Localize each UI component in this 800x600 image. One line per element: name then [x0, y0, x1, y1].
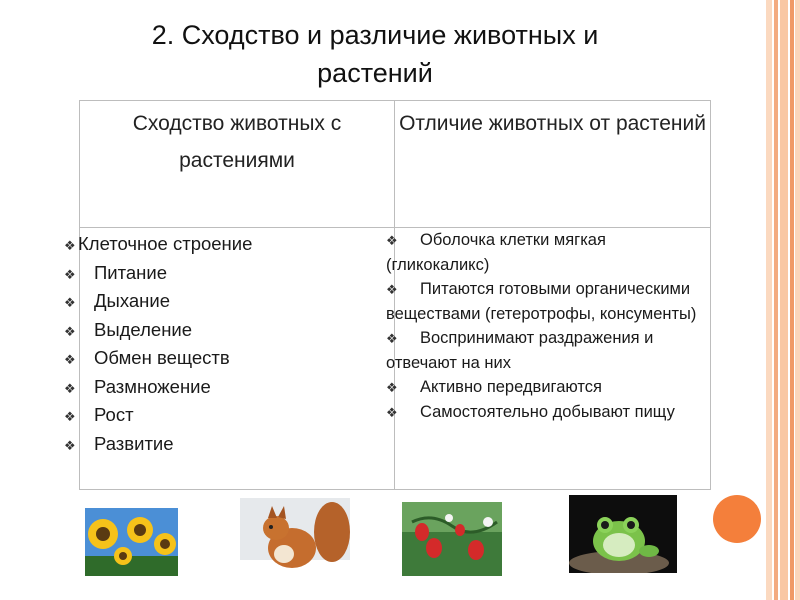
diamond-bullet-icon: ❖: [64, 295, 76, 310]
slide-title: 2. Сходство и различие животных и растений: [151, 20, 599, 88]
header-similarities: Сходство животных с растениями: [132, 112, 342, 172]
list-item: ❖ Активно передвигаются: [386, 375, 706, 400]
squirrel-image: [240, 498, 350, 580]
diamond-bullet-icon: ❖: [64, 437, 76, 453]
list-item: ❖ Развитие: [64, 431, 252, 460]
list-item: ❖ Питание: [64, 260, 252, 289]
list-item: ❖ Питаются готовыми органическими веществами (гетеротрофы, консументы): [386, 280, 697, 323]
list-item: ❖ Выделение: [64, 317, 252, 346]
decorative-stripes: [766, 0, 800, 600]
diamond-bullet-icon: ❖: [386, 331, 398, 346]
diamond-bullet-icon: ❖: [64, 380, 76, 396]
diamond-bullet-icon: ❖: [386, 380, 398, 395]
diamond-bullet-icon: ❖: [64, 266, 76, 282]
sunflowers-image: [85, 508, 178, 576]
list-item: ❖ Клеточное строение: [64, 231, 252, 260]
header-differences: Отличие животных от растений: [399, 112, 706, 135]
list-item: ❖ Самостоятельно добывают пищу: [386, 400, 706, 425]
diamond-bullet-icon: ❖: [64, 238, 76, 253]
differences-list: [386, 228, 706, 425]
list-item: ❖ Рост: [64, 402, 252, 431]
diamond-bullet-icon: ❖: [64, 352, 76, 367]
diamond-bullet-icon: ❖: [64, 323, 76, 339]
diamond-bullet-icon: ❖: [64, 409, 76, 424]
frog-image: [569, 495, 677, 573]
list-item: ❖ Воспринимают раздражения и отвечают на них: [386, 329, 654, 372]
list-item: ❖ Дыхание: [64, 288, 252, 317]
list-item: ❖ Размножение: [64, 374, 252, 403]
list-item: ❖ Обмен веществ: [64, 345, 252, 374]
strawberries-image: [402, 502, 502, 576]
list-item: ❖ Оболочка клетки мягкая (гликокаликс): [386, 231, 606, 274]
similarities-list: [64, 231, 252, 459]
diamond-bullet-icon: ❖: [386, 405, 398, 420]
diamond-bullet-icon: ❖: [386, 282, 398, 297]
orange-circle-decoration: [713, 495, 761, 543]
diamond-bullet-icon: ❖: [386, 233, 398, 248]
comparison-table: [64, 100, 711, 490]
